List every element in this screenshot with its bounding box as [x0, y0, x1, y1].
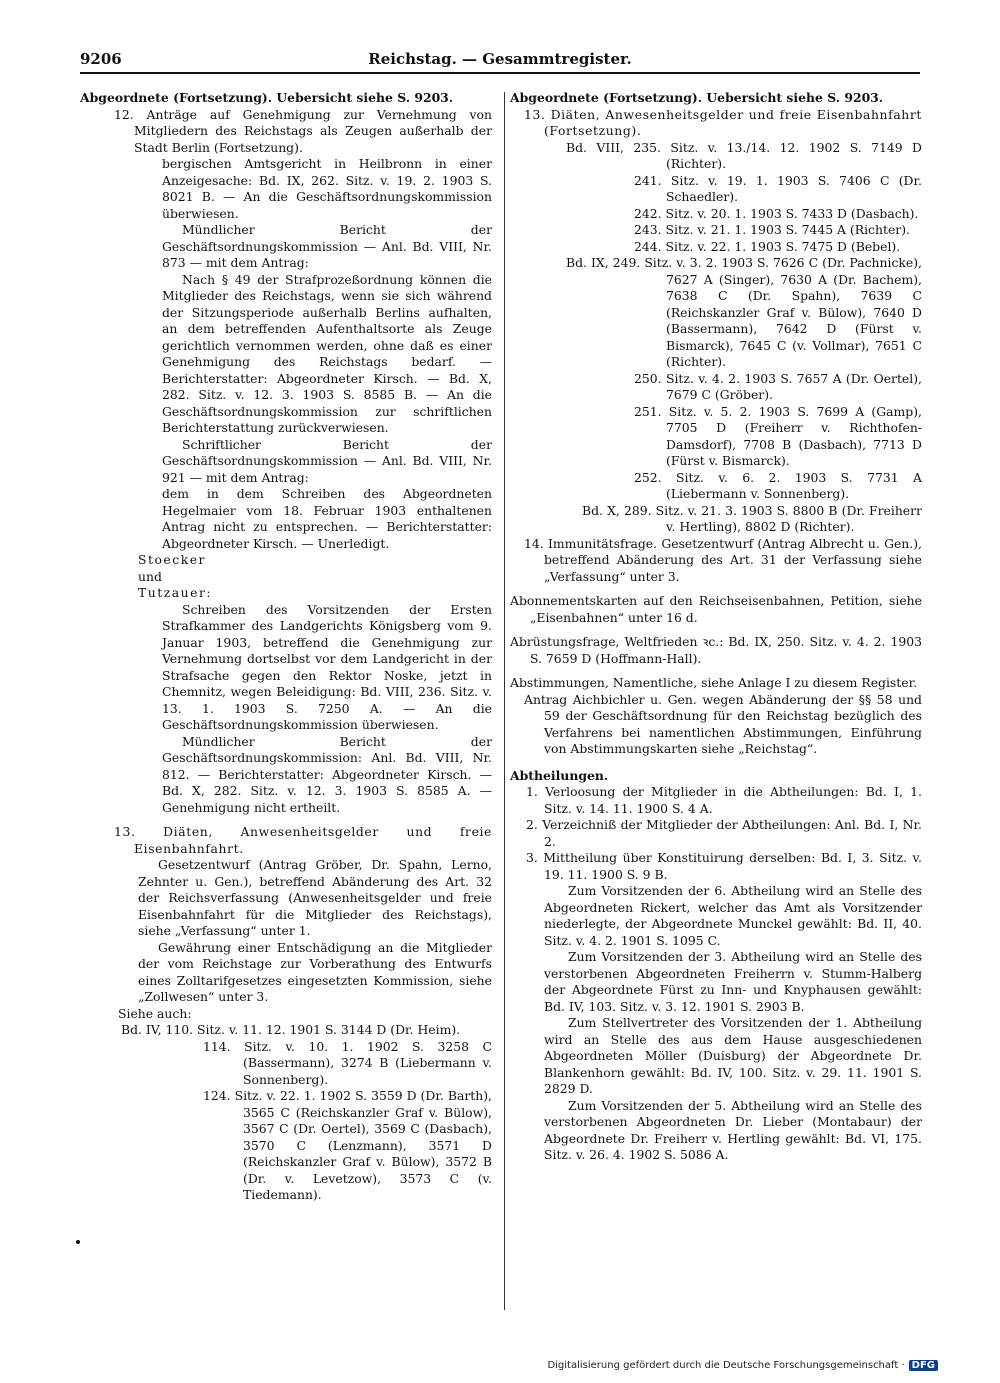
section-heading: Abgeordnete (Fortsetzung). Uebersicht siehe S. 9203.	[80, 90, 454, 105]
list-item: 12. Anträge auf Genehmigung zur Vernehmung von Mitgliedern des Reichstags als Zeugen außerhalb der Stadt Berlin (Fortsetzung).	[114, 106, 492, 155]
entry-text: Schriftlicher Bericht der Geschäftsordnungskommission — Anl. Bd. VIII, Nr. 921 — mit dem Antrag:	[162, 436, 492, 485]
section-heading: Abtheilungen.	[510, 767, 609, 783]
entry-text: Bd. IV, 110. Sitz. v. 11. 12. 1901 S. 3144 D (Dr. Heim).	[121, 1022, 461, 1037]
entry-text: Bd. IX, 249. Sitz. v. 3. 2. 1903 S. 7626 C (Dr. Pachnicke), 7627 A (Singer), 7630 A (Dr. Bachem), 7638 C (Dr. Spahn), 7639 C (Reichskanzler Graf v. Bülow), 7640 D (Bassermann), 7642 D (Fürst v. Bismarck), 7645 C (v. Vollmar), 7651 C (Richter).	[566, 255, 922, 369]
list-item: 2. Verzeichniß der Mitglieder der Abtheilungen: Anl. Bd. I, Nr. 2.	[526, 817, 922, 849]
footer-text: Digitalisierung gefördert durch die Deutsche Forschungsgemeinschaft ·	[547, 1360, 905, 1371]
entry-text: 251. Sitz. v. 5. 2. 1903 S. 7699 A (Gamp), 7705 D (Freiherr v. Richthofen-Damsdorf), 7708 B (Dasbach), 7713 D (Fürst v. Bismarck).	[634, 403, 922, 468]
entry-text: 242. Sitz. v. 20. 1. 1903 S. 7433 D (Dasbach).	[634, 205, 919, 221]
index-entry: Abstimmungen, Namentliche, siehe Anlage I zu diesem Register.	[510, 675, 918, 690]
member-name: Tutzauer:	[138, 585, 213, 600]
entry-text: Zum Vorsitzenden der 5. Abtheilung wird an Stelle des verstorbenen Abgeordneten Dr. Lieber (Montabaur) der Abgeordnete Dr. Freiherr v. Hertling gewählt: Bd. VI, 175. Sitz. v. 26. 4. 1902 S. 5086 A.	[544, 1097, 922, 1162]
entry-text: bergischen Amtsgericht in Heilbronn in einer Anzeigesache: Bd. IX, 262. Sitz. v. 19. 2. 1903 S. 8021 B. — An die Geschäftsordnungskommission überwiesen.	[162, 156, 492, 221]
list-item: 13. Diäten, Anwesenheitsgelder und freie Eisenbahnfahrt.	[114, 824, 492, 856]
header-rule	[80, 72, 920, 74]
section-heading: Abgeordnete (Fortsetzung). Uebersicht siehe S. 9203.	[510, 90, 884, 105]
entry-text: Gewährung einer Entschädigung an die Mitglieder der vom Reichstage zur Vorberathung des Entwurfs eines Zolltarifgesetzes eingesetzten Kommission, siehe „Zollwesen“ unter 3.	[138, 939, 492, 1004]
entry-text: Bd. VIII, 235. Sitz. v. 13./14. 12. 1902 S. 7149 D (Richter).	[566, 139, 922, 171]
member-name: Stoecker	[138, 552, 206, 567]
right-column	[510, 90, 922, 1164]
page-header	[80, 50, 920, 74]
entry-text: Zum Vorsitzenden der 6. Abtheilung wird an Stelle des Abgeordneten Rickert, welcher das Amt als Vorsitzender niederlegte, der Abgeordnete Munckel gewählt: Bd. II, 40. Sitz. v. 4. 2. 1901 S. 1095 C.	[544, 883, 922, 948]
entry-text: Schreiben des Vorsitzenden der Ersten Strafkammer des Landgerichts Königsberg vom 9. Januar 1903, betreffend die Genehmigung zur Vernehmung dortselbst vor dem Landgericht in der Strafsache gegen den Rektor Noske, jetzt in Chemnitz, wegen Beleidigung: Bd. VIII, 236. Sitz. v. 13. 1. 1903 S. 7250 A. — An die Geschäftsordnungskommission überwiesen.	[162, 601, 492, 732]
list-item: 3. Mittheilung über Konstituirung derselben: Bd. I, 3. Sitz. v. 19. 11. 1900 S. 9 B.	[526, 850, 922, 882]
footer-credit	[547, 1360, 938, 1371]
entry-text: Zum Vorsitzenden der 3. Abtheilung wird an Stelle des verstorbenen Abgeordneten Freiherrn v. Stumm-Halberg der Abgeordnete Fürst zu Inn- und Knyphausen gewählt: Bd. IV, 103. Sitz. v. 3. 12. 1901 S. 2903 B.	[544, 949, 922, 1014]
column-divider	[504, 92, 505, 1310]
margin-mark	[76, 1240, 80, 1244]
entry-text: 244. Sitz. v. 22. 1. 1903 S. 7475 D (Bebel).	[634, 238, 901, 254]
entry-text: Bd. X, 289. Sitz. v. 21. 3. 1903 S. 8800 B (Dr. Freiherr v. Hertling), 8802 D (Richter).	[582, 502, 922, 534]
entry-text: 250. Sitz. v. 4. 2. 1903 S. 7657 A (Dr. Oertel), 7679 C (Gröber).	[634, 370, 922, 402]
list-item: 1. Verloosung der Mitglieder in die Abtheilungen: Bd. I, 1. Sitz. v. 14. 11. 1900 S. 4 A.	[526, 784, 922, 816]
entry-text: und	[138, 568, 162, 584]
entry-text: 114. Sitz. v. 10. 1. 1902 S. 3258 C (Bassermann), 3274 B (Liebermann v. Sonnenberg).	[203, 1038, 492, 1087]
entry-text: Nach § 49 der Strafprozeßordnung können die Mitglieder des Reichstags, wenn sie sich während der Sitzungsperiode außerhalb Berlins aufhalten, an dem betreffenden Aufenthaltsorte als Zeuge gerichtlich vernommen werden, ohne daß es einer Genehmigung des Reichstags bedarf. — Berichterstatter: Abgeordneter Kirsch. — Bd. X, 282. Sitz. v. 12. 3. 1903 S. 8585 B. — An die Geschäftsordnungskommission zur schriftlichen Berichterstattung zurückverwiesen.	[162, 271, 492, 435]
index-entry: Abrüstungsfrage, Weltfrieden ꝛc.: Bd. IX, 250. Sitz. v. 4. 2. 1903 S. 7659 D (Hoffmann-Hall).	[510, 634, 922, 666]
entry-text: Gesetzentwurf (Antrag Gröber, Dr. Spahn, Lerno, Zehnter u. Gen.), betreffend Abänderung des Art. 32 der Reichsverfassung (Anwesenheitsgelder und freie Eisenbahnfahrt für die Mitglieder des Reichstags), siehe „Verfassung“ unter 1.	[138, 857, 492, 938]
index-entry: Abonnementskarten auf den Reichseisenbahnen, Petition, siehe „Eisenbahnen“ unter 16 d.	[510, 593, 922, 625]
list-item: 14. Immunitätsfrage. Gesetzentwurf (Antrag Albrecht u. Gen.), betreffend Abänderung des Art. 31 der Verfassung siehe „Verfassung“ unter 3.	[524, 535, 922, 584]
entry-text: Mündlicher Bericht der Geschäftsordnungskommission — Anl. Bd. VIII, Nr. 873 — mit dem Antrag:	[162, 222, 492, 270]
entry-text: 241. Sitz. v. 19. 1. 1903 S. 7406 C (Dr. Schaedler).	[634, 172, 922, 204]
entry-text: 243. Sitz. v. 21. 1. 1903 S. 7445 A (Richter).	[634, 222, 910, 237]
entry-text: Zum Stellvertreter des Vorsitzenden der 1. Abtheilung wird an Stelle des aus dem Hause ausgeschiedenen Abgeordneten Möller (Duisburg) der Abgeordnete Dr. Blankenhorn gewählt: Bd. IV, 100. Sitz. v. 29. 11. 1901 S. 2829 D.	[544, 1015, 922, 1096]
entry-text: 252. Sitz. v. 6. 2. 1903 S. 7731 A (Liebermann v. Sonnenberg).	[634, 469, 922, 501]
entry-text: 124. Sitz. v. 22. 1. 1902 S. 3559 D (Dr. Barth), 3565 C (Reichskanzler Graf v. Bülow), 3567 C (Dr. Oertel), 3569 C (Dasbach), 3570 C (Lenzmann), 3571 D (Reichskanzler Graf v. Bülow), 3572 B (Dr. v. Levetzow), 3573 C (v. Tiedemann).	[203, 1088, 492, 1202]
page-number: 9206	[80, 50, 122, 68]
dfg-logo-icon: DFG	[909, 1360, 938, 1371]
list-item: 13. Diäten, Anwesenheitsgelder und freie Eisenbahnfahrt (Fortsetzung).	[524, 106, 922, 138]
left-column	[80, 90, 492, 1204]
entry-text: Siehe auch:	[118, 1005, 192, 1021]
entry-text: dem in dem Schreiben des Abgeordneten Hegelmaier vom 18. Februar 1903 enthaltenen Antrag nicht zu entsprechen. — Berichterstatter: Abgeordneter Kirsch. — Unerledigt.	[162, 486, 492, 551]
running-title: Reichstag. — Gesammtregister.	[368, 50, 632, 68]
entry-text: Mündlicher Bericht der Geschäftsordnungskommission: Anl. Bd. VIII, Nr. 812. — Berichterstatter: Abgeordneter Kirsch. — Bd. X, 282. Sitz. v. 12. 3. 1903 S. 8585 A. — Genehmigung nicht ertheilt.	[162, 733, 492, 815]
index-entry: Antrag Aichbichler u. Gen. wegen Abänderung der §§ 58 und 59 der Geschäftsordnung für den Reichstag bezüglich des Verfahrens bei namentlichen Abstimmungen, Einführung von Abstimmungskarten siehe „Reichstag“.	[524, 691, 922, 756]
